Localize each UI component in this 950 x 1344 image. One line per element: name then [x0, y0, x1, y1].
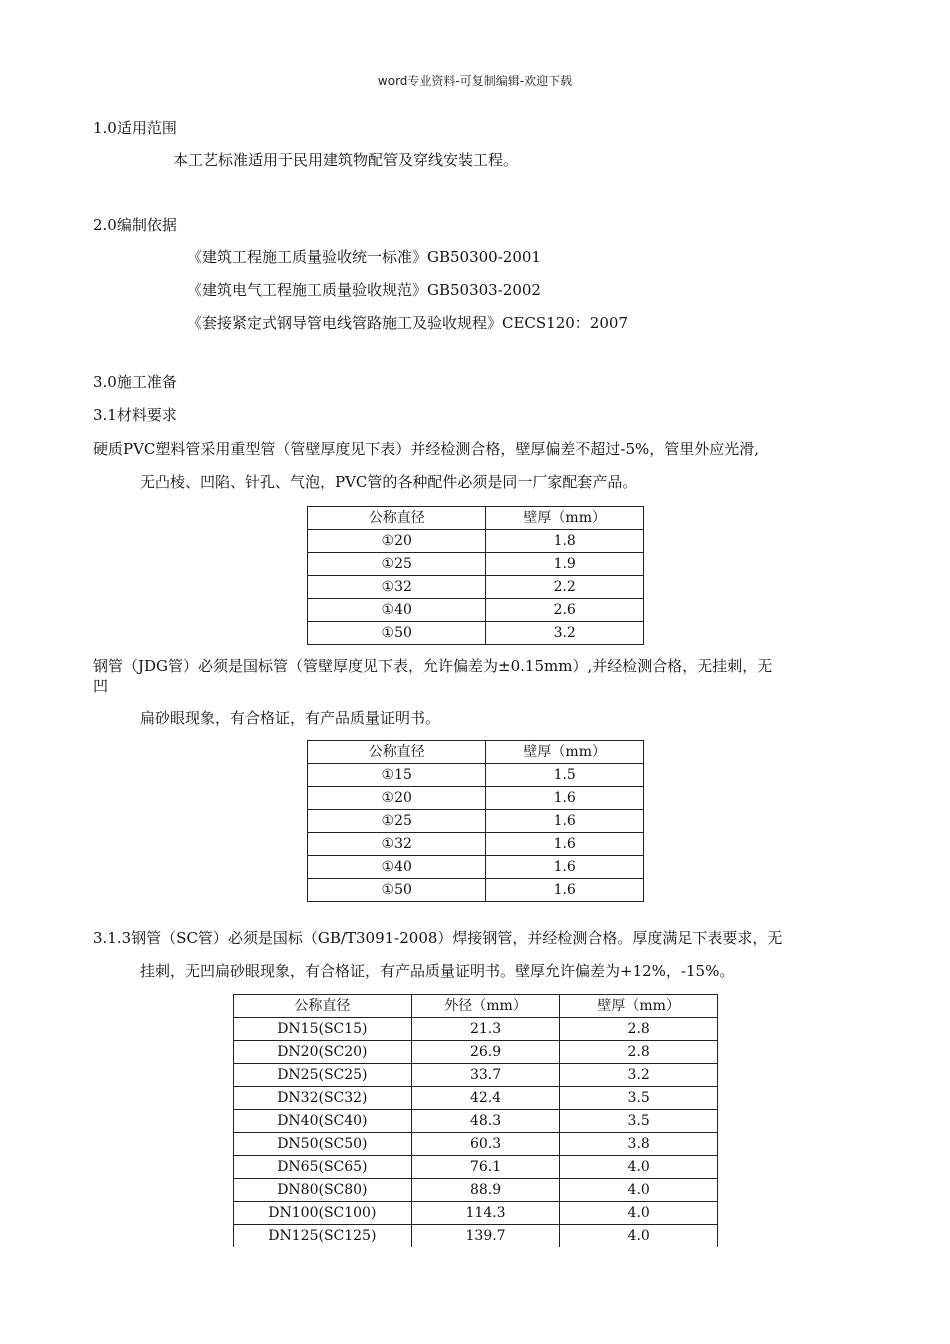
cell-outer-diameter: 48.3	[411, 1110, 560, 1133]
reference-item: 《建筑电气工程施工质量验收规范》GB50303-2002	[187, 281, 541, 299]
cell-thickness: 1.6	[486, 856, 644, 879]
cell-diameter: DN125(SC125)	[234, 1225, 412, 1248]
reference-item: 《套接紧定式钢导管电线管路施工及验收规程》CECS120：2007	[187, 314, 628, 332]
cell-thickness: 2.6	[486, 599, 644, 622]
table-row	[308, 810, 644, 833]
reference-item: 《建筑工程施工质量验收统一标准》GB50300-2001	[187, 248, 541, 266]
cell-diameter: ①15	[308, 764, 486, 787]
cell-thickness: 3.5	[560, 1110, 718, 1133]
cell-outer-diameter: 139.7	[411, 1225, 560, 1248]
cell-outer-diameter: 26.9	[411, 1041, 560, 1064]
cell-thickness: 1.6	[486, 833, 644, 856]
sc-pipe-table	[233, 994, 718, 1247]
header-wall-thickness: 壁厚（mm）	[560, 995, 718, 1018]
cell-diameter: ①40	[308, 856, 486, 879]
cell-diameter: ①25	[308, 553, 486, 576]
cell-diameter: ①20	[308, 787, 486, 810]
cell-outer-diameter: 114.3	[411, 1202, 560, 1225]
jdg-paragraph-line3: 扁砂眼现象，有合格证，有产品质量证明书。	[140, 709, 441, 727]
table-row	[234, 1064, 718, 1087]
cell-diameter: ①50	[308, 622, 486, 645]
cell-diameter: ①40	[308, 599, 486, 622]
scope-paragraph: 本工艺标准适用于民用建筑物配管及穿线安装工程。	[173, 151, 519, 169]
jdg-thickness-table	[307, 740, 644, 902]
table-row	[308, 576, 644, 599]
header-nominal-diameter: 公称直径	[308, 741, 486, 764]
section-title-scope: 1.0适用范围	[93, 119, 177, 137]
cell-diameter: DN65(SC65)	[234, 1156, 412, 1179]
cell-diameter: DN100(SC100)	[234, 1202, 412, 1225]
header-nominal-diameter: 公称直径	[308, 507, 486, 530]
jdg-paragraph-line1: 钢管（JDG管）必须是国标管（管壁厚度见下表，允许偏差为±0.15mm）,并经检测合格，无挂刺，无	[93, 657, 773, 675]
cell-thickness: 3.5	[560, 1087, 718, 1110]
cell-diameter: DN32(SC32)	[234, 1087, 412, 1110]
table-row	[308, 599, 644, 622]
cell-diameter: DN80(SC80)	[234, 1179, 412, 1202]
section-title-preparation: 3.0施工准备	[93, 373, 177, 391]
table-row	[234, 1179, 718, 1202]
page-header: word专业资料-可复制编辑-欢迎下载	[377, 74, 573, 88]
table-row	[308, 856, 644, 879]
table-row	[308, 787, 644, 810]
table-header-row	[308, 741, 644, 764]
cell-outer-diameter: 21.3	[411, 1018, 560, 1041]
cell-outer-diameter: 88.9	[411, 1179, 560, 1202]
table-row	[308, 879, 644, 902]
cell-thickness: 1.9	[486, 553, 644, 576]
cell-thickness: 4.0	[560, 1225, 718, 1248]
cell-diameter: DN20(SC20)	[234, 1041, 412, 1064]
sc-paragraph-line1: 3.1.3钢管（SC管）必须是国标（GB/T3091-2008）焊接钢管，并经检测合格。厚度满足下表要求，无	[93, 929, 783, 947]
cell-thickness: 1.6	[486, 810, 644, 833]
table-header-row	[308, 507, 644, 530]
cell-thickness: 3.2	[560, 1064, 718, 1087]
table-row	[234, 1041, 718, 1064]
table-row	[234, 1225, 718, 1248]
table-row	[308, 622, 644, 645]
pvc-thickness-table	[307, 506, 644, 645]
table-row	[234, 1202, 718, 1225]
subsection-title-materials: 3.1材料要求	[93, 406, 177, 424]
cell-thickness: 4.0	[560, 1179, 718, 1202]
cell-thickness: 3.2	[486, 622, 644, 645]
table-row	[308, 553, 644, 576]
jdg-paragraph-line2: 凹	[93, 677, 109, 695]
cell-thickness: 4.0	[560, 1202, 718, 1225]
cell-outer-diameter: 60.3	[411, 1133, 560, 1156]
cell-diameter: ①50	[308, 879, 486, 902]
cell-thickness: 4.0	[560, 1156, 718, 1179]
cell-thickness: 2.8	[560, 1041, 718, 1064]
table-row	[308, 764, 644, 787]
pvc-paragraph-line2: 无凸棱、凹陷、针孔、气泡，PVC管的各种配件必须是同一厂家配套产品。	[140, 473, 638, 491]
cell-diameter: DN50(SC50)	[234, 1133, 412, 1156]
cell-thickness: 2.8	[560, 1018, 718, 1041]
cell-diameter: DN25(SC25)	[234, 1064, 412, 1087]
header-wall-thickness: 壁厚（mm）	[486, 507, 644, 530]
cell-thickness: 1.8	[486, 530, 644, 553]
section-title-basis: 2.0编制依据	[93, 216, 177, 234]
cell-thickness: 1.6	[486, 879, 644, 902]
cell-outer-diameter: 76.1	[411, 1156, 560, 1179]
sc-paragraph-line2: 挂刺，无凹扁砂眼现象，有合格证，有产品质量证明书。壁厚允许偏差为+12%，-15%。	[140, 962, 735, 980]
cell-thickness: 1.6	[486, 787, 644, 810]
table-row	[234, 1156, 718, 1179]
cell-outer-diameter: 42.4	[411, 1087, 560, 1110]
table-header-row	[234, 995, 718, 1018]
cell-outer-diameter: 33.7	[411, 1064, 560, 1087]
pvc-paragraph-line1: 硬质PVC塑料管采用重型管（管壁厚度见下表）并经检测合格，壁厚偏差不超过-5%，管里外应光滑,	[93, 440, 760, 458]
cell-diameter: ①32	[308, 833, 486, 856]
cell-diameter: DN15(SC15)	[234, 1018, 412, 1041]
header-wall-thickness: 壁厚（mm）	[486, 741, 644, 764]
table-row	[308, 833, 644, 856]
cell-thickness: 2.2	[486, 576, 644, 599]
header-nominal-diameter: 公称直径	[234, 995, 412, 1018]
table-row	[308, 530, 644, 553]
cell-diameter: ①25	[308, 810, 486, 833]
cell-diameter: ①20	[308, 530, 486, 553]
cell-thickness: 3.8	[560, 1133, 718, 1156]
table-row	[234, 1110, 718, 1133]
cell-diameter: DN40(SC40)	[234, 1110, 412, 1133]
header-outer-diameter: 外径（mm）	[411, 995, 560, 1018]
table-row	[234, 1087, 718, 1110]
cell-diameter: ①32	[308, 576, 486, 599]
cell-thickness: 1.5	[486, 764, 644, 787]
table-row	[234, 1133, 718, 1156]
table-row	[234, 1018, 718, 1041]
